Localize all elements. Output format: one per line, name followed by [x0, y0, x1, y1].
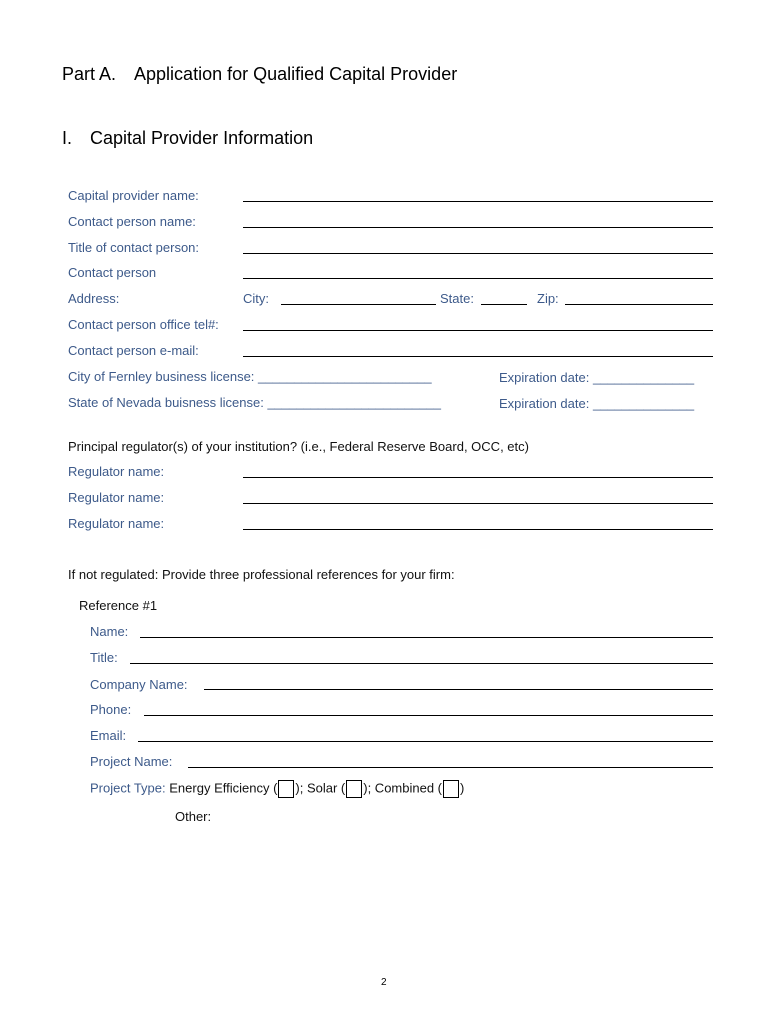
section-heading — [62, 128, 313, 149]
city-label: City: — [243, 291, 269, 306]
ref-title-field[interactable] — [130, 663, 713, 664]
project-type-row — [90, 780, 464, 798]
contact-title-label: Title of contact person: — [68, 240, 200, 255]
reference-heading: Reference #1 — [79, 598, 158, 613]
other-label: Other: — [175, 809, 212, 824]
regulator-question: Principal regulator(s) of your institution? (i.e., Federal Reserve Board, OCC, etc) — [68, 439, 529, 454]
regulator-name-label-3: Regulator name: — [68, 516, 165, 531]
ref-title-label: Title: — [90, 650, 118, 665]
ref-email-label: Email: — [90, 728, 127, 743]
energy-efficiency-checkbox[interactable] — [278, 780, 294, 798]
ref-phone-field[interactable] — [144, 715, 713, 716]
capital-provider-name-label: Capital provider name: — [68, 188, 199, 203]
contact-person-label: Contact person — [68, 265, 157, 280]
section-title: Capital Provider Information — [90, 128, 314, 148]
ref-project-name-label: Project Name: — [90, 754, 173, 769]
part-label: Part A. — [62, 64, 117, 84]
solar-checkbox[interactable] — [346, 780, 362, 798]
ref-name-field[interactable] — [140, 637, 713, 638]
contact-person-name-field[interactable] — [243, 227, 713, 228]
close-paren: ) — [460, 780, 465, 796]
contact-person-name-label: Contact person name: — [68, 214, 196, 229]
contact-person-field[interactable] — [243, 278, 713, 279]
fernley-expiration-label[interactable]: Expiration date: ______________ — [499, 370, 695, 385]
ref-company-field[interactable] — [204, 689, 713, 690]
combined-label: ); Combined ( — [363, 780, 442, 796]
capital-provider-name-field[interactable] — [243, 201, 713, 202]
office-tel-field[interactable] — [243, 330, 713, 331]
email-label: Contact person e-mail: — [68, 343, 199, 358]
state-field[interactable] — [481, 304, 527, 305]
regulator-name-field-1[interactable] — [243, 477, 713, 478]
contact-title-field[interactable] — [243, 253, 713, 254]
part-heading — [62, 64, 457, 85]
city-field[interactable] — [281, 304, 436, 305]
regulator-name-label-2: Regulator name: — [68, 490, 165, 505]
regulator-name-label-1: Regulator name: — [68, 464, 165, 479]
nevada-license-label[interactable]: State of Nevada buisness license: ________________________ — [68, 395, 441, 410]
ref-project-name-field[interactable] — [188, 767, 713, 768]
ref-name-label: Name: — [90, 624, 129, 639]
energy-efficiency-label: Energy Efficiency ( — [169, 780, 278, 796]
fernley-license-label[interactable]: City of Fernley business license: ________________________ — [68, 369, 432, 384]
page-number: 2 — [381, 977, 387, 988]
part-title: Application for Qualified Capital Provider — [134, 64, 458, 84]
references-intro: If not regulated: Provide three professional references for your firm: — [68, 567, 455, 582]
zip-field[interactable] — [565, 304, 713, 305]
nevada-expiration-label[interactable]: Expiration date: ______________ — [499, 396, 695, 411]
regulator-name-field-2[interactable] — [243, 503, 713, 504]
office-tel-label: Contact person office tel#: — [68, 317, 219, 332]
ref-phone-label: Phone: — [90, 702, 132, 717]
state-label: State: — [440, 291, 474, 306]
ref-email-field[interactable] — [138, 741, 713, 742]
zip-label: Zip: — [537, 291, 559, 306]
project-type-label: Project Type: — [90, 780, 166, 796]
combined-checkbox[interactable] — [443, 780, 459, 798]
email-field[interactable] — [243, 356, 713, 357]
regulator-name-field-3[interactable] — [243, 529, 713, 530]
solar-label: ); Solar ( — [295, 780, 346, 796]
address-label: Address: — [68, 291, 120, 306]
ref-company-label: Company Name: — [90, 677, 188, 692]
section-number: I. — [62, 128, 73, 148]
